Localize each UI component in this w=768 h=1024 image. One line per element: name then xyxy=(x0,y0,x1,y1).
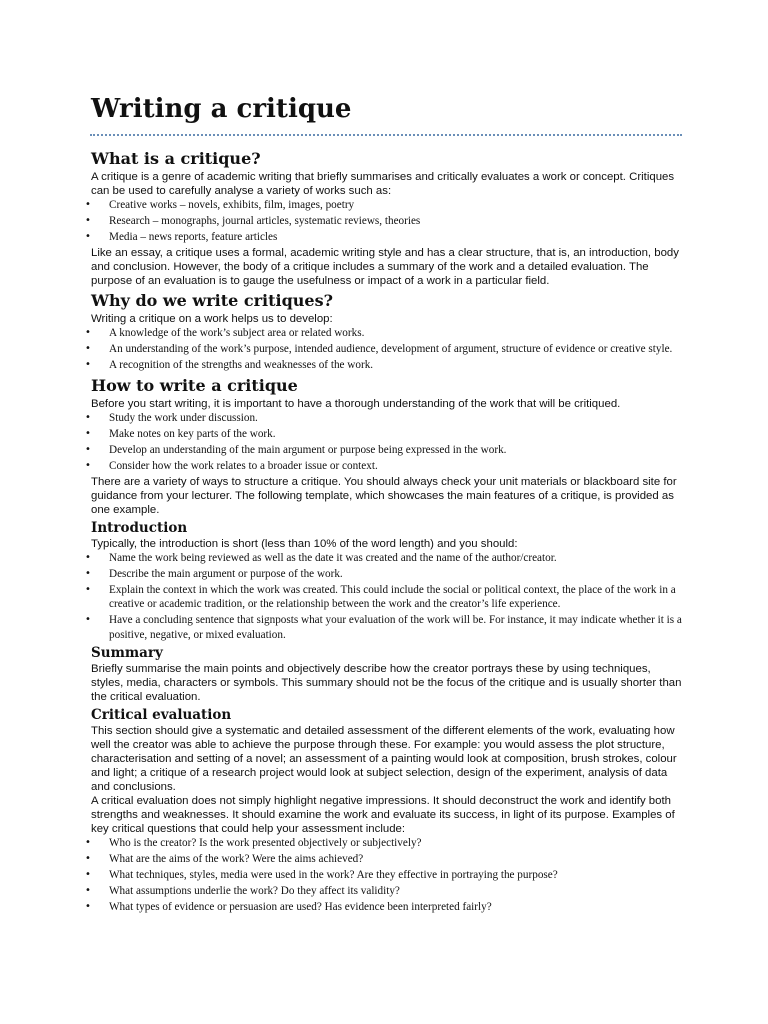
list-item: • Make notes on key parts of the work. xyxy=(91,427,683,442)
list-item: • A knowledge of the work’s subject area or related works. xyxy=(91,326,683,341)
paragraph: A critique is a genre of academic writing that briefly summarises and critically evaluates a work or concept. Critiques can be used to carefully analyse a variety of works such as: xyxy=(91,171,675,197)
list-item: • What techniques, styles, media were used in the work? Are they effective in portraying the purpose? xyxy=(91,868,683,883)
bullet-list xyxy=(91,198,683,245)
section-critical-evaluation xyxy=(91,706,683,915)
paragraph: Before you start writing, it is important to have a thorough understanding of the work that will be critiqued. xyxy=(91,397,621,410)
paragraph: Writing a critique on a work helps us to develop: xyxy=(91,313,333,325)
list-item: • A recognition of the strengths and weaknesses of the work. xyxy=(91,358,683,373)
section-heading: What is a critique? xyxy=(91,149,261,168)
list-item: • Describe the main argument or purpose of the work. xyxy=(91,567,683,582)
list-item: • Research – monographs, journal articles, systematic reviews, theories xyxy=(91,214,683,229)
paragraph: A critical evaluation does not simply highlight negative impressions. It should deconstruct the work and identify both strengths and weaknesses. It should examine the work and evaluate its success, in light of its purpose. Examples of key critical questions that could help your assessment include: xyxy=(91,795,675,835)
paragraph: Briefly summarise the main points and objectively describe how the creator portrays these by using techniques, styles, media, characters or symbols. This summary should not be the focus of the critique and is usually shorter than the critical evaluation. xyxy=(91,663,682,703)
list-item: • What are the aims of the work? Were the aims achieved? xyxy=(91,852,683,867)
section-introduction xyxy=(91,519,683,643)
title-divider xyxy=(90,134,682,136)
section-heading: Why do we write critiques? xyxy=(91,291,333,310)
list-item: • What types of evidence or persuasion are used? Has evidence been interpreted fairly? xyxy=(91,900,683,915)
document-body xyxy=(91,146,683,916)
paragraph: Typically, the introduction is short (less than 10% of the word length) and you should: xyxy=(91,537,518,550)
section-why-write-critiques xyxy=(91,290,683,373)
section-how-to-write xyxy=(91,375,683,517)
subsection-heading: Summary xyxy=(91,645,163,661)
section-summary xyxy=(91,644,683,704)
bullet-list xyxy=(91,326,683,373)
list-item: • Creative works – novels, exhibits, film, images, poetry xyxy=(91,198,683,213)
list-item: • Consider how the work relates to a broader issue or context. xyxy=(91,459,683,474)
section-what-is-a-critique xyxy=(91,148,683,288)
section-heading: How to write a critique xyxy=(91,375,298,395)
subsection-heading: Introduction xyxy=(91,519,188,536)
paragraph: There are a variety of ways to structure a critique. You should always check your unit materials or blackboard site for guidance from your lecturer. The following template, which showcases the main features of a critique, is provided as one example. xyxy=(91,475,677,516)
bullet-list xyxy=(91,551,683,643)
page-title: Writing a critique xyxy=(91,94,352,124)
paragraph: This section should give a systematic and detailed assessment of the different elements of the work, evaluating how well the creator was able to achieve the purpose through these. For example: you would assess the plot structure, characterisation and setting of a novel; an assessment of a painting would look at composition, brush strokes, colour and light; a critique of a research project would look at subject selection, design of the experiment, analysis of data and conclusions. xyxy=(91,725,677,793)
paragraph: Like an essay, a critique uses a formal, academic writing style and has a clear structure, that is, an introduction, body and conclusion. However, the body of a critique includes a summary of the work and a detailed evaluation. The purpose of an evaluation is to gauge the usefulness or impact of a work in a particular field. xyxy=(91,247,679,287)
list-item: • An understanding of the work’s purpose, intended audience, development of argument, structure of evidence or creative style. xyxy=(91,342,683,357)
list-item: • Name the work being reviewed as well as the date it was created and the name of the author/creator. xyxy=(91,551,683,566)
list-item: • Develop an understanding of the main argument or purpose being expressed in the work. xyxy=(91,443,683,458)
list-item: • Study the work under discussion. xyxy=(91,411,683,426)
list-item: • Media – news reports, feature articles xyxy=(91,230,683,245)
list-item: • Who is the creator? Is the work presented objectively or subjectively? xyxy=(91,836,683,851)
list-item: • Explain the context in which the work was created. This could include the social or political context, the place of the work in a creative or academic tradition, or the relationship between the work and the creator’s life experience. xyxy=(91,583,683,612)
subsection-heading: Critical evaluation xyxy=(91,707,232,723)
list-item: • What assumptions underlie the work? Do they affect its validity? xyxy=(91,884,683,899)
list-item: • Have a concluding sentence that signposts what your evaluation of the work will be. For instance, it may indicate whether it is a positive, negative, or mixed evaluation. xyxy=(91,613,683,642)
bullet-list xyxy=(91,411,683,474)
bullet-list xyxy=(91,836,683,915)
